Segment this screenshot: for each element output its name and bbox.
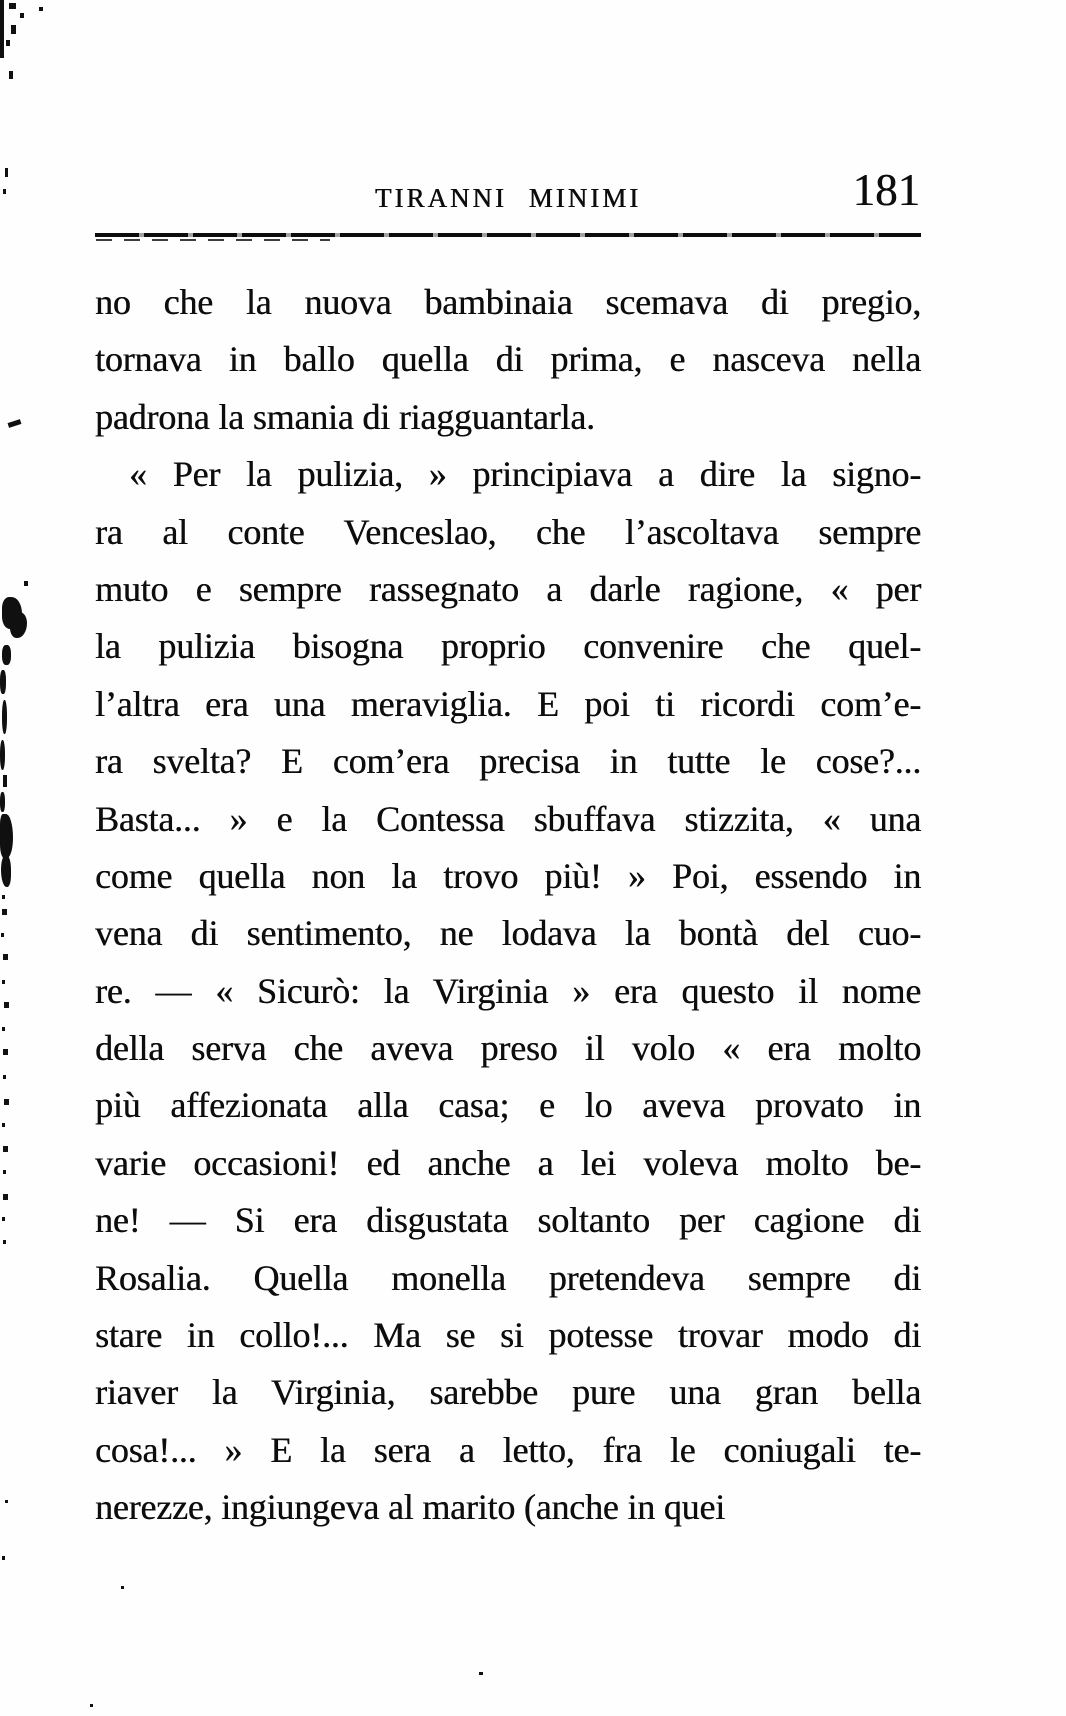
text-line: più affezionata alla casa; e lo aveva provato in (95, 1085, 921, 1126)
text-line: Basta... » e la Contessa sbuffava stizzita, « una (95, 798, 921, 839)
text-line: la pulizia bisogna proprio convenire che quel- (95, 626, 921, 667)
text-line: « Per la pulizia, » principiava a dire la signo- (129, 454, 921, 495)
scan-artifact (479, 1672, 483, 1675)
scan-artifact (121, 1586, 124, 1589)
text-line: no che la nuova bambinaia scemava di pregio, (95, 282, 921, 322)
text-line: ra al conte Venceslao, che l’ascoltava sempre (95, 511, 921, 552)
scan-artifact (8, 419, 22, 428)
text-line: l’altra era una meraviglia. E poi ti ricordi com’e- (95, 683, 921, 724)
scan-artifact (10, 612, 27, 638)
scan-artifact (3, 189, 6, 194)
text-line: cosa!... » E la sera a letto, fra le coniugali te- (95, 1429, 921, 1470)
header-rule (95, 233, 921, 237)
scan-artifact (0, 0, 4, 58)
text-line: vena di sentimento, ne lodava la bontà del cuo- (95, 913, 921, 954)
scan-artifact (2, 645, 11, 665)
scan-artifact (11, 25, 16, 34)
scan-artifact (5, 1500, 8, 1503)
text-line: tornava in ballo quella di prima, e nasceva nella (95, 339, 921, 380)
text-line: re. — « Sicurò: la Virginia » era questo il nome (95, 970, 921, 1011)
text-line: ra svelta? E com’era precisa in tutte le cose?... (95, 741, 921, 782)
scan-artifact (0, 740, 5, 770)
text-line: nerezze, ingiungeva al marito (anche in quei (95, 1487, 725, 1528)
page-number: 181 (852, 165, 920, 215)
scan-artifact (1, 855, 11, 887)
text-line: come quella non la trovo più! » Poi, essendo in (95, 855, 921, 896)
scan-artifact (2, 895, 5, 899)
scan-artifact (3, 775, 7, 787)
scan-artifact (5, 168, 8, 177)
text-line: muto e sempre rassegnato a darle ragione, « per (95, 568, 921, 609)
scan-artifact (2, 1556, 5, 1560)
text-line: della serva che aveva preso il volo « era molto (95, 1028, 921, 1069)
text-line: padrona la smania di riagguantarla. (95, 396, 595, 437)
scan-artifact (2, 700, 7, 734)
header-rule-fragment (96, 239, 330, 241)
text-line: Rosalia. Quella monella pretendeva sempre di (95, 1257, 921, 1298)
scan-artifact (9, 3, 16, 9)
text-line: ne! — Si era disgustata soltanto per cagione di (95, 1200, 921, 1241)
scan-artifact (6, 40, 10, 46)
text-line: stare in collo!... Ma se si potesse trovar modo di (95, 1315, 921, 1356)
scan-artifact (0, 814, 13, 858)
scan-artifact (90, 1704, 93, 1707)
text-line: riaver la Virginia, sarebbe pure una gran bella (95, 1372, 921, 1413)
scan-artifact (24, 581, 28, 586)
body-text (95, 274, 921, 1537)
scan-artifact (9, 71, 13, 79)
scan-artifact (0, 670, 6, 694)
scan-artifact (0, 792, 5, 812)
running-header-title: TIRANNI MINIMI (374, 183, 642, 213)
text-line: varie occasioni! ed anche a lei voleva molto be- (95, 1142, 921, 1183)
scan-artifact (39, 7, 43, 11)
scan-artifact (20, 13, 24, 18)
